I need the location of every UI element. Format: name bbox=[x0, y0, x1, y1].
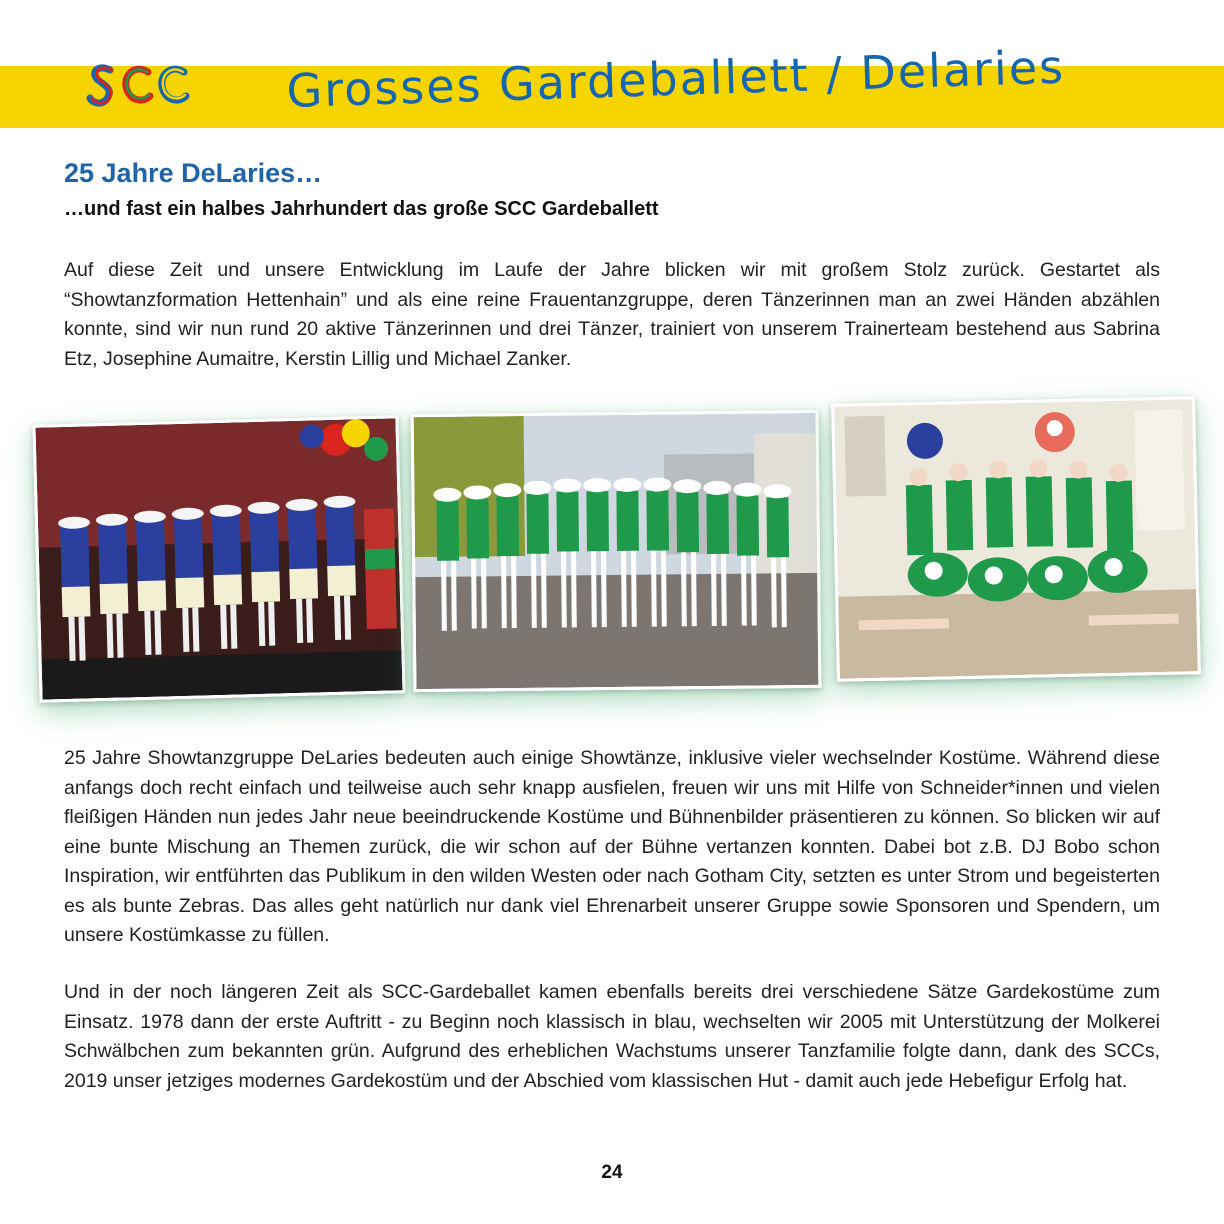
article-headline: 25 Jahre DeLaries… bbox=[64, 158, 323, 188]
photo-green-group-hall bbox=[831, 396, 1201, 682]
intro-paragraph: Auf diese Zeit und unsere Entwicklung im Laufe der Jahre blicken wir mit großem Stolz zurück. Gestartet als “Showtanzformation Hettenhain” und als eine reine Frauentanzgruppe, deren Tänzerinnen man an zwei Händen abzählen konnte, sind wir nun rund 20 aktive Tänzerinnen und drei Tänzer, trainiert von unserem Trainerteam bestehend aus Sabrina Etz, Josephine Aumaitre, Kerstin Lillig und Michael Zanker. bbox=[64, 259, 1160, 370]
photo-green-guard-outdoors bbox=[411, 410, 822, 692]
page-number: 24 bbox=[601, 1162, 623, 1183]
scc-logo bbox=[84, 50, 204, 120]
costumes-paragraph: 25 Jahre Showtanzgruppe DeLaries bedeuten auch einige Showtänze, inklusive vieler wechselnder Kostüme. Während diese anfangs doch recht einfach und teilweise auch sehr knapp ausfielen, freuen wir uns mit Hilfe von Schneider*innen und vielen fleißigen Händen nun jedes Jahr neue beeindruckende Kostüme und Bühnenbilder präsentieren zu können. So blicken wir auf eine bunte Mischung an Themen zurück, die wir schon auf der Bühne vertanzen konnten. Dabei bot z.B. DJ Bobo schon Inspiration, wir entführten das Publikum in den wilden Westen oder nach Gotham City, setzten es unter Strom und begeisterten es als bunte Zebras. Das alles geht natürlich nur dank viel Ehrenarbeit unserer Gruppe sowie Sponsoren und Spendern, um unsere Kostümkasse zu füllen. bbox=[64, 747, 1160, 946]
article-subheadline: …und fast ein halbes Jahrhundert das große SCC Gardeballett bbox=[64, 198, 659, 220]
history-paragraph: Und in der noch längeren Zeit als SCC-Gardeballet kamen ebenfalls bereits drei verschiedene Sätze Gardekostüme zum Einsatz. 1978 dann der erste Auftritt - zu Beginn noch klassisch in blau, wechselten wir 2005 mit Unterstützung der Molkerei Schwälbchen zum bekannten grün. Aufgrund des erheblichen Wachstums unserer Tanzfamilie folgte dann, dank des SCCs, 2019 unser jetziges modernes Gardekostüm und der Abschied vom klassischen Hut - damit auch jede Hebefigur Erfolg hat. bbox=[64, 981, 1160, 1092]
photo-blue-guard-stage bbox=[32, 415, 405, 702]
page-header-title: Grosses Gardeballett / Delaries bbox=[285, 39, 1066, 119]
